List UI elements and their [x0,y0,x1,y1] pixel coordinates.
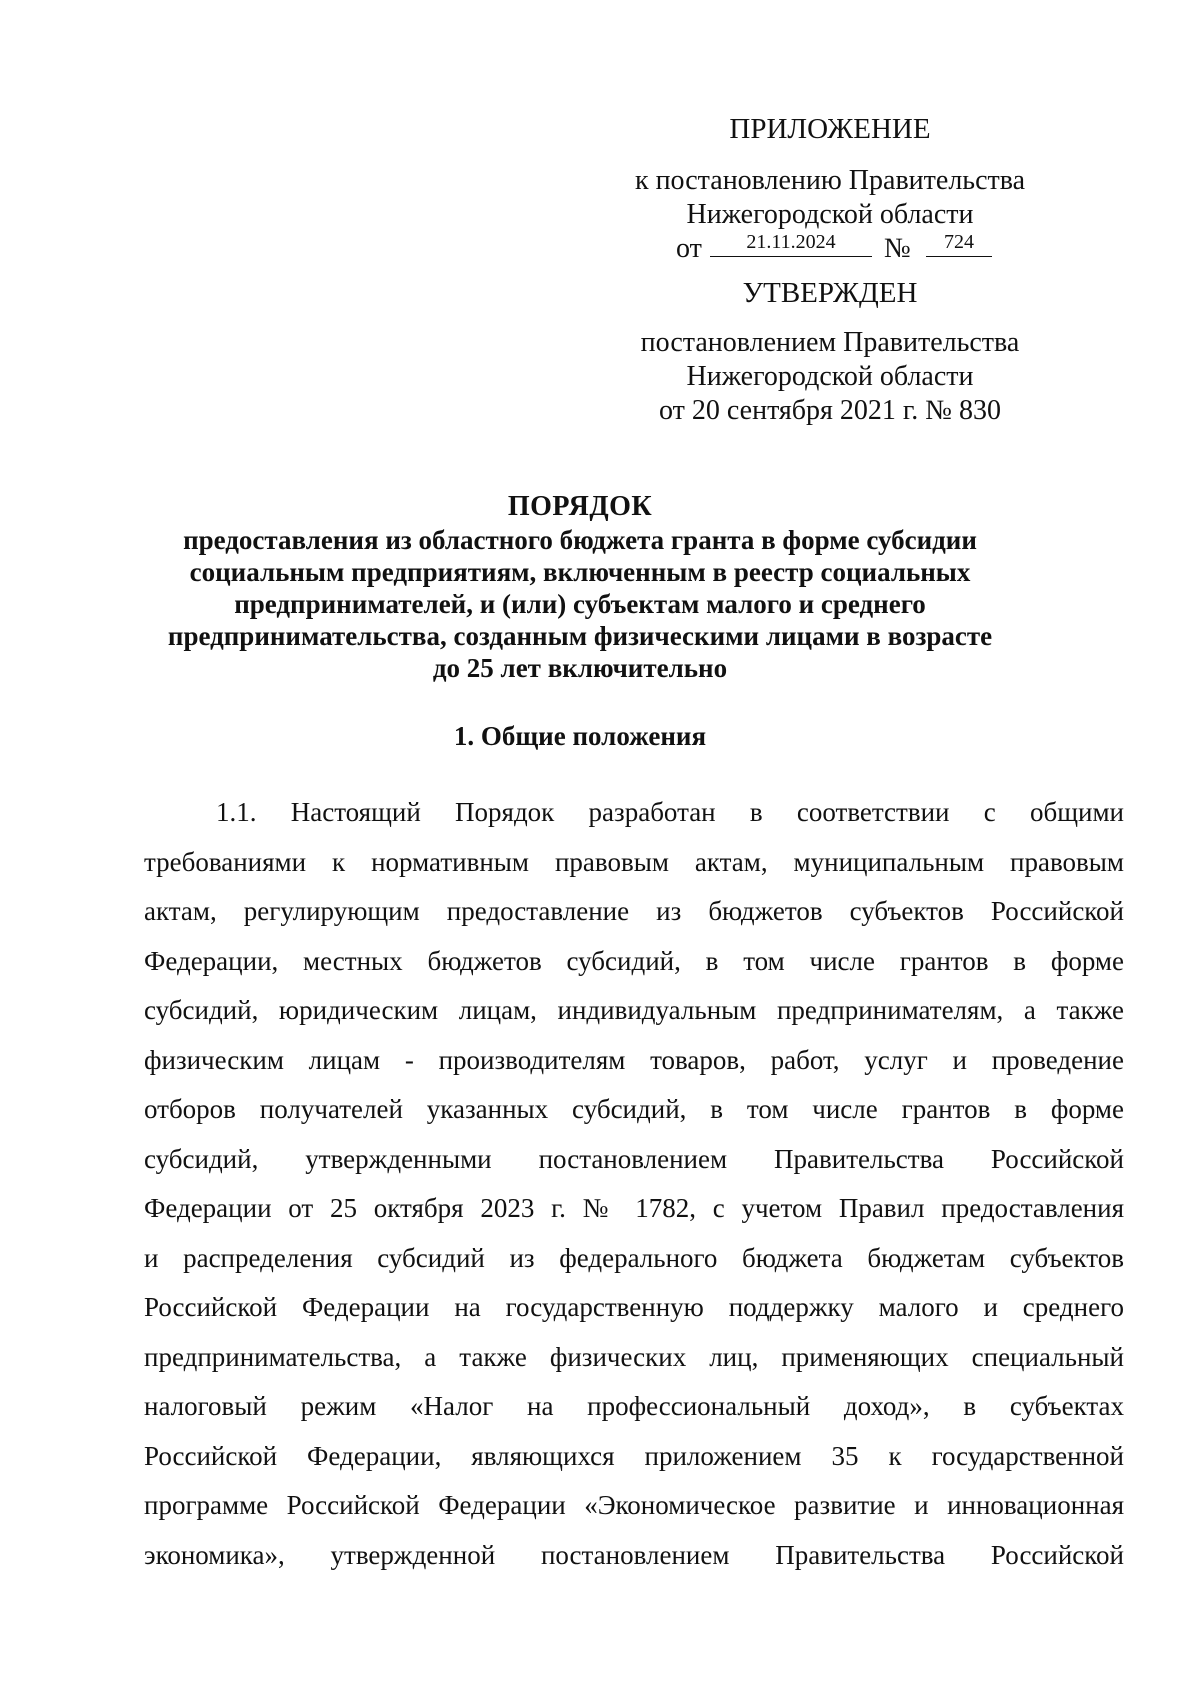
document-title [130,490,1030,684]
body-line: Федерации, местных бюджетов субсидий, в том числе грантов в форме [144,945,1124,976]
approved-reference [610,326,1050,428]
body-line: субсидий, утвержденными постановлением Правительства Российской [144,1143,1124,1174]
body-paragraph [144,788,1124,1580]
number-sign: № [884,233,911,264]
body-line: экономика», утвержденной постановлением Правительства Российской [144,1539,1124,1570]
document-title-line: предпринимателей, и (или) субъектам малого и среднего [234,589,926,619]
body-line: Российской Федерации, являющихся приложением 35 к государственной [144,1440,1124,1471]
body-line: субсидий, юридическим лицам, индивидуальным предпринимателям, а также [144,995,1124,1025]
document-title-line: предпринимательства, созданным физическими лицами в возрасте [167,621,993,651]
body-line: актам, регулирующим предоставление из бюджетов субъектов Российской [144,896,1124,926]
document-title-line: предоставления из областного бюджета гранта в форме субсидии [183,525,977,555]
document-title-line: социальным предприятиям, включенным в реестр социальных [189,557,971,587]
body-line: Российской Федерации на государственную поддержку малого и среднего [144,1292,1124,1322]
body-line: требованиями к нормативным правовым актам, муниципальным правовым [144,846,1124,877]
document-title-line: до 25 лет включительно [432,653,728,683]
body-line: 1.1. Настоящий Порядок разработан в соответствии с общими [216,797,1124,827]
body-line: предпринимательства, а также физических лиц, применяющих специальный [144,1341,1124,1372]
approved-line: от 20 сентября 2021 г. № 830 [659,395,1001,426]
appendix-heading: ПРИЛОЖЕНИЕ [729,113,931,145]
appendix-line: Нижегородской области [686,199,974,230]
body-line: Федерации от 25 октября 2023 г. № 1782, с учетом Правил предоставления [144,1193,1124,1223]
appendix-reference [610,164,1050,232]
body-line: физическим лицам - производителям товаров, работ, услуг и проведение [144,1044,1124,1075]
body-line: программе Российской Федерации «Экономическое развитие и инновационная [144,1490,1124,1520]
appendix-line: к постановлению Правительства [634,165,1026,196]
resolution-number: 724 [926,228,992,257]
appendix-date-number-line [676,228,996,264]
body-line: налоговый режим «Налог на профессиональный доход», в субъектах [144,1391,1124,1421]
document-title-main: ПОРЯДОК [507,491,653,522]
body-line: и распределения субсидий из федерального бюджета бюджетам субъектов [144,1242,1124,1273]
approved-line: постановлением Правительства [640,327,1020,358]
body-line: отборов получателей указанных субсидий, в том числе грантов в форме [144,1094,1124,1124]
approved-heading: УТВЕРЖДЕН [742,277,918,309]
approved-line: Нижегородской области [686,361,974,392]
section-heading: 1. Общие положения [453,721,707,751]
resolution-date: 21.11.2024 [710,228,872,257]
from-label: от [676,233,702,264]
